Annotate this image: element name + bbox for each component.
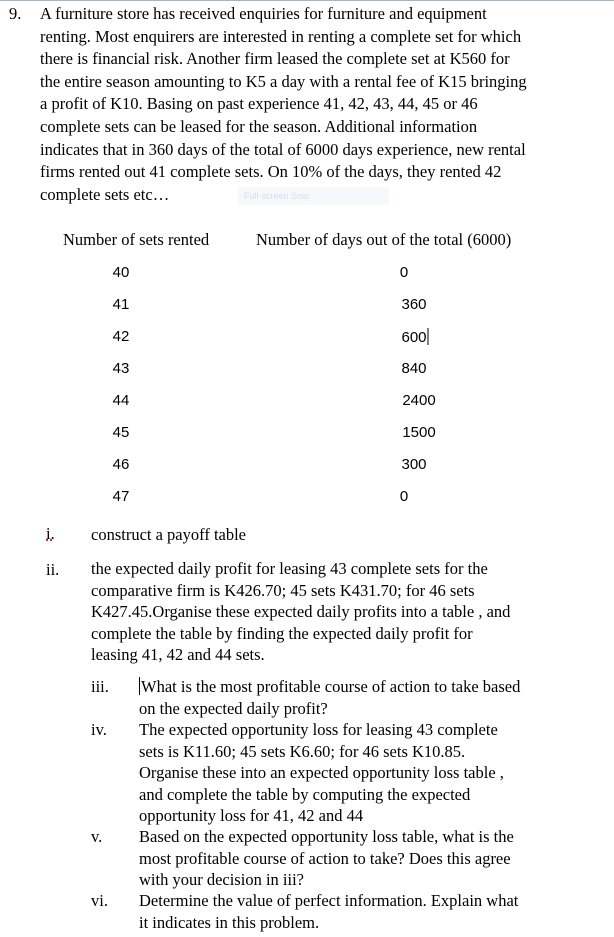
question-line: A furniture store has received enquiries for furniture and equipment — [40, 4, 487, 23]
table-cell-sets: 46 — [112, 456, 130, 473]
table-header-sets: Number of sets rented — [63, 230, 210, 249]
subitem-line: opportunity loss for 41, 42 and 44 — [139, 806, 364, 825]
table-cell-days: 0 — [399, 264, 409, 281]
question-line: complete sets etc… — [40, 184, 170, 204]
table-header-days: Number of days out of the total (6000) — [256, 230, 512, 249]
snip-overlay-label[interactable]: Full-screen Snip — [238, 187, 389, 205]
table-cell-days-edit[interactable] — [401, 328, 428, 346]
subitem-line: leasing 41, 42 and 44 sets. — [91, 645, 265, 664]
question-line: firms rented out 41 complete sets. On 10% of the days, they rented 42 — [40, 162, 502, 182]
subitem-text-v — [139, 826, 609, 891]
subitem-line: comparative firm is K426.70; 45 sets K431.70; for 46 sets — [91, 580, 475, 600]
subitem-line: the expected daily profit for leasing 43 complete sets for the — [91, 559, 488, 578]
subitem-line: Determine the value of perfect information. Explain what — [139, 891, 519, 910]
question-line: complete sets can be leased for the season. Additional information — [40, 116, 478, 136]
subitem-label-iv: iv. — [91, 720, 107, 739]
subitem-line: most profitable course of action to take? Does this agree — [139, 848, 511, 868]
table-cell-days: 360 — [401, 296, 427, 313]
table-cell-days: 1500 — [402, 424, 436, 441]
question-line: the entire season amounting to K5 a day with a rental fee of K15 bringing — [40, 71, 527, 91]
text-cursor — [139, 677, 140, 695]
subitem-text-ii — [91, 558, 606, 666]
subitem-line: What is the most profitable course of action to take based — [141, 677, 521, 696]
table-cell-sets: 47 — [112, 488, 130, 505]
subitem-text-iii — [139, 676, 609, 719]
subitem-label-vi: vi. — [91, 891, 108, 910]
subitem-label-i: i. — [46, 524, 55, 543]
table-cell-days: 2400 — [402, 392, 436, 409]
top-border — [0, 0, 614, 1]
question-number: 9. — [9, 4, 22, 23]
question-line: renting. Most enquirers are interested in renting a complete set for which — [40, 26, 522, 46]
subitem-line: Based on the expected opportunity loss table, what is the — [139, 827, 514, 846]
subitem-label-v: v. — [91, 827, 103, 846]
table-cell-sets: 41 — [112, 296, 130, 313]
table-cell-sets: 43 — [112, 360, 130, 377]
question-text — [40, 3, 609, 206]
question-line: indicates that in 360 days of the total of 6000 days experience, new rental — [40, 139, 526, 159]
subitem-line: The expected opportunity loss for leasing 43 complete — [139, 720, 498, 739]
subitem-line: K427.45.Organise these expected daily profits into a table , and — [91, 602, 511, 621]
subitem-text-iv — [139, 719, 609, 827]
subitem-line: it indicates in this problem. — [139, 912, 320, 932]
subitem-line: and complete the table by computing the expected — [139, 784, 471, 804]
subitem-line: on the expected daily profit? — [139, 698, 328, 718]
table-cell-days: 0 — [399, 488, 409, 505]
subitem-line: sets is K11.60; 45 sets K6.60; for 46 sets K10.85. — [139, 741, 466, 761]
table-cell-sets: 40 — [112, 264, 130, 281]
table-cell-days: 840 — [401, 360, 427, 377]
subitem-line: Organise these into an expected opportunity loss table , — [139, 763, 504, 782]
subitem-line: complete the table by finding the expected daily profit for — [91, 623, 473, 643]
subitem-label-ii: ii. — [46, 560, 60, 579]
subitem-label-iii: iii. — [91, 677, 109, 696]
table-cell-sets: 44 — [112, 392, 130, 409]
table-cell-days: 300 — [401, 456, 427, 473]
table-cell-sets: 45 — [112, 424, 130, 441]
table-cell-days: 600 — [401, 329, 427, 346]
table-cell-sets: 42 — [112, 328, 130, 345]
subitem-text-i: construct a payoff table — [91, 525, 247, 544]
question-line: there is financial risk. Another firm leased the complete set at K560 for — [40, 49, 510, 69]
question-line: a profit of K10. Basing on past experience 41, 42, 43, 44, 45 or 46 — [40, 94, 478, 114]
subitem-text-vi — [139, 890, 609, 933]
question-paragraph — [9, 3, 609, 206]
text-cursor — [428, 328, 429, 345]
subitem-line: with your decision in iii? — [139, 870, 304, 889]
